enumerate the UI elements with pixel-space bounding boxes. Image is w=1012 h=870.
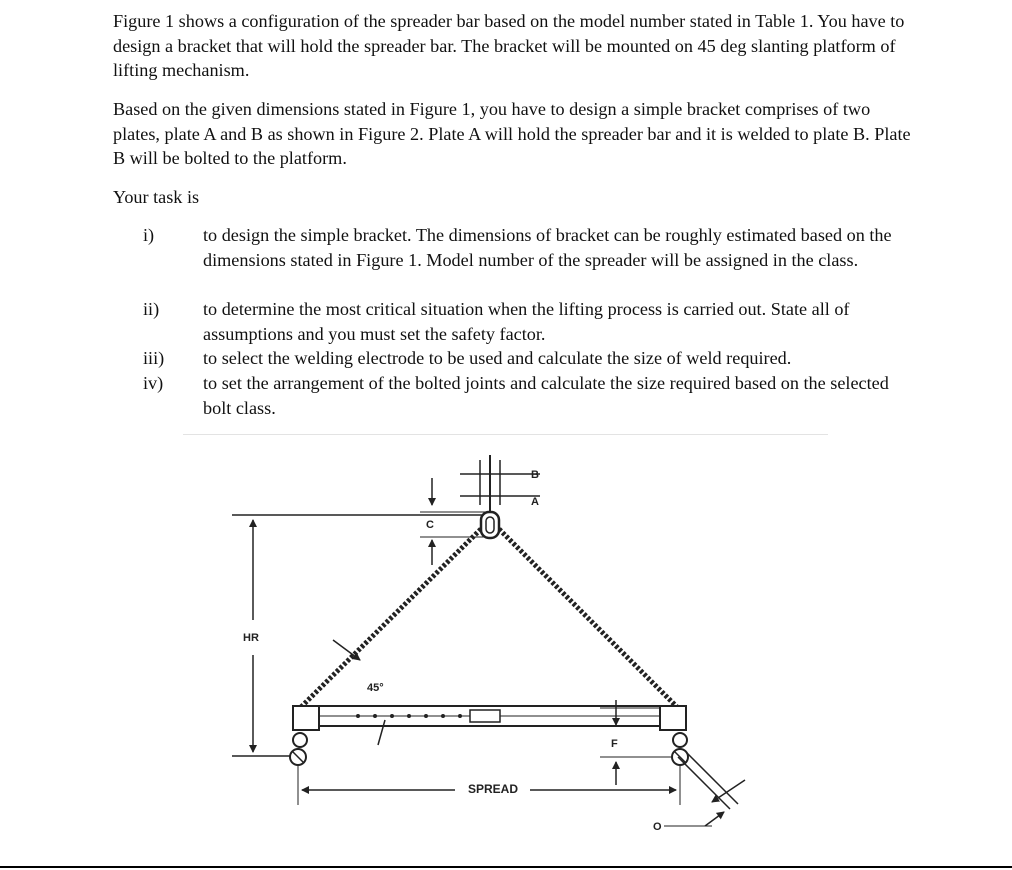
label-spread: SPREAD (468, 782, 519, 796)
label-a: A (531, 496, 539, 508)
task-text: to determine the most critical situation when the lifting process is carried out. State all of assumptions and you must set the safety factor. (203, 299, 850, 344)
task-number: i) (143, 225, 155, 245)
task-number: ii) (143, 299, 160, 319)
page-bottom-divider (0, 866, 1012, 868)
task-text: to design the simple bracket. The dimensions of bracket can be roughly estimated based on the dimensions stated in Figure 1. Model number of the spreader will be assigned in the class. (203, 225, 892, 270)
spreader-bar-figure (0, 440, 1012, 870)
figure-top-divider (183, 434, 828, 435)
label-hr: HR (243, 632, 259, 644)
label-o: O (653, 821, 662, 833)
label-b: B (531, 469, 539, 481)
task-number: iii) (143, 348, 165, 368)
task-number: iv) (143, 373, 164, 393)
left-chain (300, 522, 488, 708)
design-paragraph: Based on the given dimensions stated in Figure 1, you have to design a simple bracket comprises of two plates, plate A and B as shown in Figure 2. Plate A will hold the spreader bar and it is welded to plate B. Plate B will be bolted to the platform. (113, 99, 911, 168)
master-link (460, 455, 520, 538)
left-end-fitting (290, 706, 319, 765)
label-f: F (611, 738, 618, 750)
right-chain (492, 522, 678, 708)
task-heading: Your task is (113, 187, 200, 207)
label-angle: 45° (367, 682, 384, 694)
spreader-bar (318, 706, 660, 726)
o-rod-inner (686, 752, 738, 804)
task-text: to select the welding electrode to be used and calculate the size of weld required. (203, 348, 792, 368)
chain-leader-arrow (333, 640, 360, 660)
right-end-fitting (660, 706, 688, 765)
intro-paragraph: Figure 1 shows a configuration of the spreader bar based on the model number stated in Table 1. You have to design a bracket that will hold the spreader bar. The bracket will be mounted on 45 deg slanting platform of lifting mechanism. (113, 11, 905, 80)
o-dimension-arrow-lower (705, 812, 724, 826)
task-text: to set the arrangement of the bolted joints and calculate the size required based on the selected bolt class. (203, 373, 889, 418)
o-rod-outer (678, 757, 730, 809)
label-c: C (426, 519, 434, 531)
